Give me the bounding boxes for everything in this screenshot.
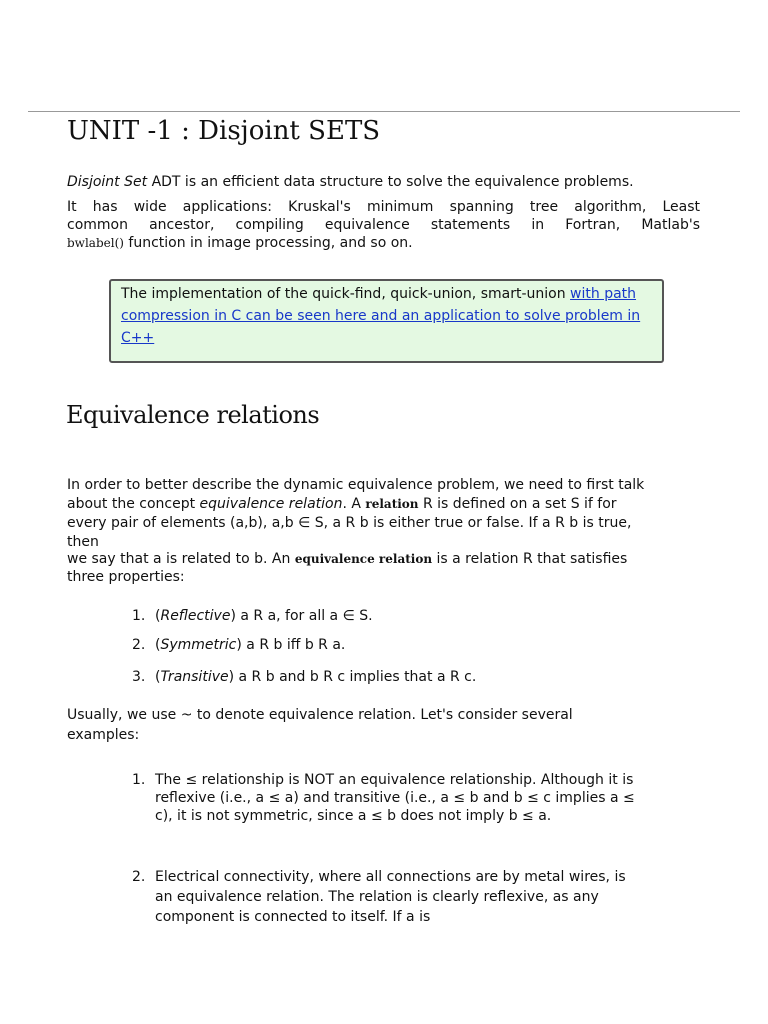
note-text: The implementation of the quick-find, quick-union, smart-union with path compression in C can be seen here and an application to solve problem in C++	[121, 286, 641, 346]
implementation-note-box	[109, 279, 664, 363]
applications-paragraph: It has wide applications: Kruskal's minimum spanning tree algorithm, Least common ancestor, compiling equivalence statements in Fortran, Matlab's bwlabel() function in image processing, and so on.	[67, 199, 700, 251]
equivalence-paragraph: we say that a is related to b. An equivalence relation is a relation R that satisfies three properties:	[67, 551, 628, 585]
bwlabel-code: bwlabel()	[67, 236, 124, 250]
implementation-link[interactable]: with path compression in C can be seen here and an application to solve problem in C++	[121, 286, 641, 346]
intro-paragraph: Disjoint Set ADT is an efficient data structure to solve the equivalence problems.	[67, 174, 634, 190]
section-heading: Equivalence relations	[66, 401, 320, 429]
page-title: UNIT -1 : Disjoint SETS	[67, 116, 381, 146]
usually-paragraph: Usually, we use ~ to denote equivalence relation. Let's consider several examples:	[67, 707, 573, 743]
top-divider	[28, 111, 740, 112]
disjoint-set-term: Disjoint Set	[67, 174, 148, 190]
relation-paragraph: In order to better describe the dynamic equivalence problem, we need to first talk about the concept equivalence relation. A relation R is defined on a set S if for every pair of elements (a,b), a,b ∈ S, a R b is either true or false. If a R b is true, then	[67, 477, 645, 550]
